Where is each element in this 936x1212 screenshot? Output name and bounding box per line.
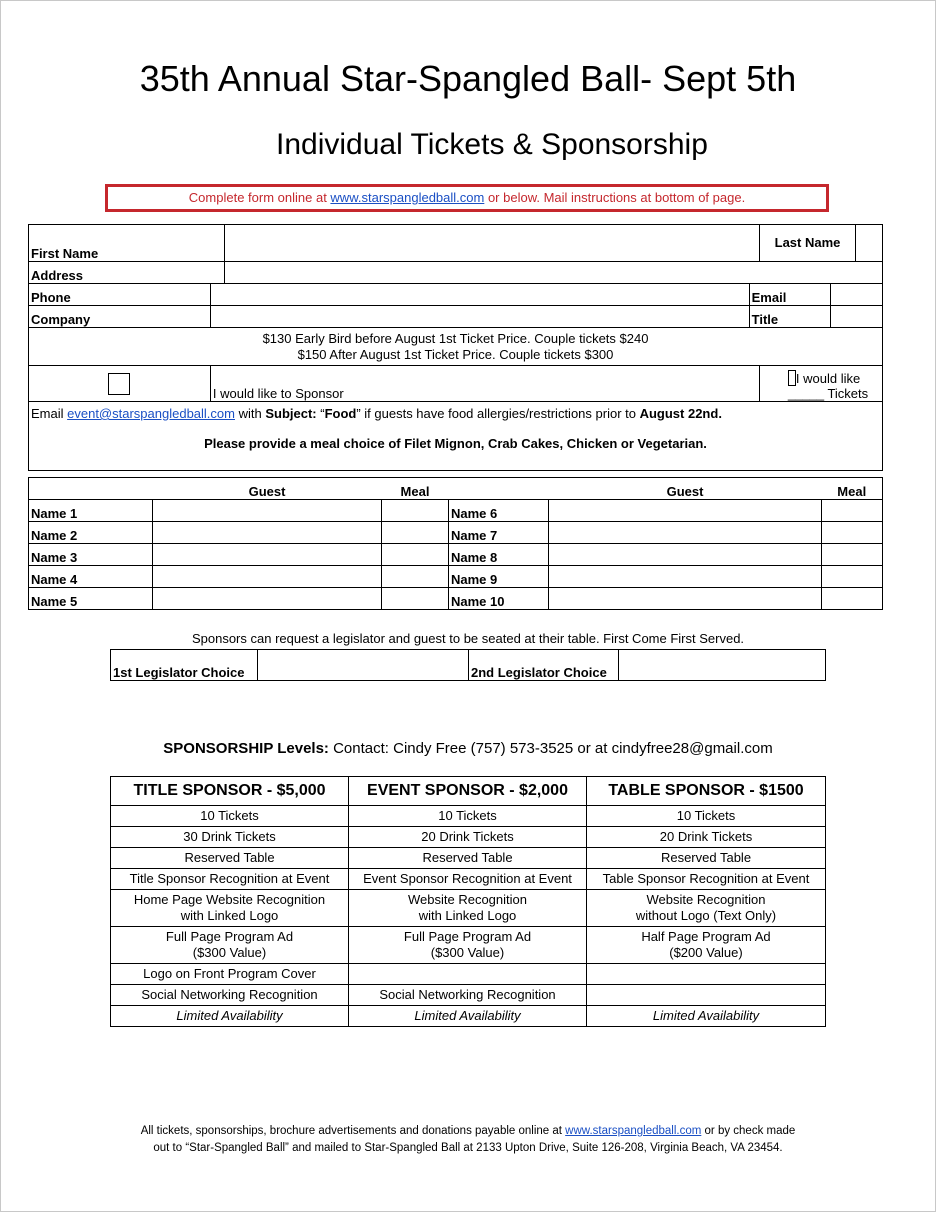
- guest-name-field[interactable]: [549, 522, 822, 544]
- last-name-field[interactable]: [856, 225, 883, 262]
- guest-label: Name 5: [29, 588, 153, 610]
- guest-meal-field[interactable]: [382, 588, 449, 610]
- benefit-line: with Linked Logo: [418, 908, 517, 923]
- table-sponsor-header: TABLE SPONSOR - $1500: [587, 777, 826, 806]
- first-legislator-label: 1st Legislator Choice: [111, 650, 258, 681]
- sponsor-checkbox[interactable]: [108, 373, 130, 395]
- benefit-cell: 10 Tickets: [349, 806, 587, 827]
- notice-text-before: Complete form online at: [188, 190, 331, 205]
- second-legislator-field[interactable]: [619, 650, 826, 681]
- levels-row: [111, 806, 826, 827]
- benefit-cell: 10 Tickets: [587, 806, 826, 827]
- guest-name-field[interactable]: [549, 588, 822, 610]
- title-label: Title: [749, 306, 831, 328]
- last-name-label: Last Name: [759, 225, 855, 262]
- benefit-cell: Reserved Table: [587, 848, 826, 869]
- benefit-line: without Logo (Text Only): [635, 908, 777, 923]
- address-label: Address: [29, 262, 225, 284]
- company-label: Company: [29, 306, 211, 328]
- guest-meal-field[interactable]: [822, 588, 883, 610]
- guest-meal-field[interactable]: [822, 566, 883, 588]
- benefit-cell: [111, 927, 349, 964]
- food-subject-open: “: [316, 406, 325, 421]
- page-title: 35th Annual Star-Spangled Ball- Sept 5th: [139, 58, 797, 99]
- guest-header-left: Guest: [153, 478, 382, 500]
- guest-meal-field[interactable]: [822, 500, 883, 522]
- availability-cell: Limited Availability: [349, 1006, 587, 1027]
- price-line-1: $130 Early Bird before August 1st Ticket Price. Couple tickets $240: [262, 330, 649, 346]
- first-name-label: First Name: [29, 225, 225, 262]
- first-name-field[interactable]: [224, 225, 759, 262]
- guest-row: [29, 522, 883, 544]
- guest-row: [29, 588, 883, 610]
- footer-line-1: [0, 1123, 936, 1140]
- guest-label: Name 3: [29, 544, 153, 566]
- benefit-cell: [349, 927, 587, 964]
- meal-header-right: Meal: [822, 478, 883, 500]
- benefit-line: Full Page Program Ad: [165, 929, 294, 944]
- food-subject-value: Food: [324, 406, 357, 421]
- benefit-cell: Reserved Table: [111, 848, 349, 869]
- levels-row: [111, 964, 826, 985]
- levels-row: [111, 848, 826, 869]
- page-subtitle: Individual Tickets & Sponsorship: [276, 128, 708, 161]
- benefit-cell: 20 Drink Tickets: [349, 827, 587, 848]
- levels-row: [111, 827, 826, 848]
- benefit-line: Full Page Program Ad: [403, 929, 532, 944]
- guest-label: Name 4: [29, 566, 153, 588]
- guest-name-field[interactable]: [153, 544, 382, 566]
- food-mid-text: ” if guests have food allergies/restrictions prior to: [356, 406, 640, 421]
- title-sponsor-header: TITLE SPONSOR - $5,000: [111, 777, 349, 806]
- availability-cell: Limited Availability: [587, 1006, 826, 1027]
- guest-name-field[interactable]: [549, 500, 822, 522]
- benefit-cell: Table Sponsor Recognition at Event: [587, 869, 826, 890]
- email-label: Email: [749, 284, 831, 306]
- guest-header-right: Guest: [549, 478, 822, 500]
- legislator-note: Sponsors can request a legislator and guest to be seated at their table. First Come First Served.: [191, 631, 745, 646]
- guest-row: [29, 544, 883, 566]
- guest-name-field[interactable]: [153, 588, 382, 610]
- benefit-cell: Event Sponsor Recognition at Event: [349, 869, 587, 890]
- online-notice: [105, 184, 829, 212]
- guest-label: Name 2: [29, 522, 153, 544]
- food-email-prefix: Email: [31, 406, 68, 421]
- benefit-cell: [349, 964, 587, 985]
- guest-meal-field[interactable]: [822, 522, 883, 544]
- benefit-cell: [349, 890, 587, 927]
- address-field[interactable]: [224, 262, 882, 284]
- benefit-line: Home Page Website Recognition: [133, 892, 326, 907]
- tickets-option-text: I would like _____ Tickets: [787, 371, 869, 401]
- guest-meal-field[interactable]: [822, 544, 883, 566]
- guest-name-field[interactable]: [153, 522, 382, 544]
- benefit-line: ($300 Value): [430, 945, 505, 960]
- footer-text-before: All tickets, sponsorships, brochure advertisements and donations payable online at: [140, 1125, 566, 1137]
- legislator-table: [110, 649, 826, 681]
- benefit-cell: [587, 890, 826, 927]
- guest-name-field[interactable]: [549, 544, 822, 566]
- guest-label: Name 6: [449, 500, 549, 522]
- guest-label: Name 9: [449, 566, 549, 588]
- food-instructions: [29, 402, 883, 471]
- guest-header-row: [29, 478, 883, 500]
- benefit-cell: Reserved Table: [349, 848, 587, 869]
- guest-row: [29, 566, 883, 588]
- food-subject-label: Subject:: [265, 406, 317, 421]
- benefit-cell: [111, 890, 349, 927]
- benefit-cell: 30 Drink Tickets: [111, 827, 349, 848]
- levels-row: [111, 927, 826, 964]
- guest-table: [28, 477, 883, 610]
- company-field[interactable]: [210, 306, 749, 328]
- guest-label: Name 1: [29, 500, 153, 522]
- food-deadline: August 22nd.: [639, 406, 722, 421]
- benefit-cell: Social Networking Recognition: [111, 985, 349, 1006]
- food-with-text: with: [234, 406, 266, 421]
- guest-name-field[interactable]: [153, 500, 382, 522]
- food-email-line: [31, 406, 880, 421]
- first-legislator-field[interactable]: [258, 650, 469, 681]
- guest-meal-field[interactable]: [382, 544, 449, 566]
- sponsor-option-label: [210, 366, 759, 402]
- email-field[interactable]: [831, 284, 883, 306]
- title-field[interactable]: [831, 306, 883, 328]
- tickets-checkbox[interactable]: [788, 370, 796, 386]
- meal-choice-note: Please provide a meal choice of Filet Mignon, Crab Cakes, Chicken or Vegetarian.: [204, 436, 707, 451]
- benefit-cell: Social Networking Recognition: [349, 985, 587, 1006]
- benefit-cell: [587, 927, 826, 964]
- guest-name-field[interactable]: [153, 566, 382, 588]
- benefit-cell: [587, 985, 826, 1006]
- footer-line-2: out to “Star-Spangled Ball” and mailed to Star-Spangled Ball at 2133 Upton Drive, Suite 126-208, Virginia Beach, VA 23454.: [153, 1142, 783, 1154]
- benefit-line: Website Recognition: [646, 892, 766, 907]
- footer-website-link[interactable]: www.starspangledball.com: [565, 1125, 702, 1137]
- benefit-line: ($200 Value): [669, 945, 743, 960]
- event-sponsor-header: EVENT SPONSOR - $2,000: [349, 777, 587, 806]
- second-legislator-label: 2nd Legislator Choice: [469, 650, 619, 681]
- guest-name-field[interactable]: [549, 566, 822, 588]
- sponsorship-levels-table: [110, 776, 826, 1027]
- levels-row: [111, 890, 826, 927]
- benefit-line: Half Page Program Ad: [641, 929, 771, 944]
- guest-row: [29, 500, 883, 522]
- benefit-cell: 10 Tickets: [111, 806, 349, 827]
- phone-field[interactable]: [210, 284, 749, 306]
- sponsor-checkbox-cell: [29, 366, 211, 402]
- benefit-line: Website Recognition: [408, 892, 527, 907]
- contact-form-table: [28, 224, 883, 471]
- event-email-link[interactable]: event@starspangledball.com: [67, 406, 235, 421]
- tickets-option: [759, 366, 882, 402]
- levels-row: [111, 869, 826, 890]
- availability-cell: Limited Availability: [111, 1006, 349, 1027]
- benefit-line: ($300 Value): [192, 945, 267, 960]
- benefit-cell: Title Sponsor Recognition at Event: [111, 869, 349, 890]
- sponsorship-levels-heading: [0, 740, 936, 757]
- guest-label: Name 7: [449, 522, 549, 544]
- levels-contact: Contact: Cindy Free (757) 573-3525 or at cindyfree28@gmail.com: [328, 740, 773, 757]
- guest-label: Name 10: [449, 588, 549, 610]
- meal-header-left: Meal: [382, 478, 449, 500]
- sponsor-option-text: I would like to Sponsor: [212, 386, 344, 401]
- benefit-line: with Linked Logo: [180, 908, 279, 923]
- mailing-instructions: [0, 1123, 936, 1157]
- benefit-cell: 20 Drink Tickets: [587, 827, 826, 848]
- levels-heading-bold: SPONSORSHIP Levels:: [163, 740, 329, 757]
- footer-text-after: or by check made: [701, 1125, 796, 1137]
- guest-meal-field[interactable]: [382, 522, 449, 544]
- notice-website-link[interactable]: www.starspangledball.com: [330, 190, 485, 205]
- benefit-cell: [587, 964, 826, 985]
- notice-text-after: or below. Mail instructions at bottom of page.: [484, 190, 746, 205]
- guest-label: Name 8: [449, 544, 549, 566]
- price-info: [29, 328, 883, 366]
- levels-row: [111, 1006, 826, 1027]
- guest-meal-field[interactable]: [382, 500, 449, 522]
- levels-header-row: [111, 777, 826, 806]
- price-line-2: $150 After August 1st Ticket Price. Couple tickets $300: [297, 346, 614, 362]
- phone-label: Phone: [29, 284, 211, 306]
- levels-row: [111, 985, 826, 1006]
- guest-meal-field[interactable]: [382, 566, 449, 588]
- benefit-cell: Logo on Front Program Cover: [111, 964, 349, 985]
